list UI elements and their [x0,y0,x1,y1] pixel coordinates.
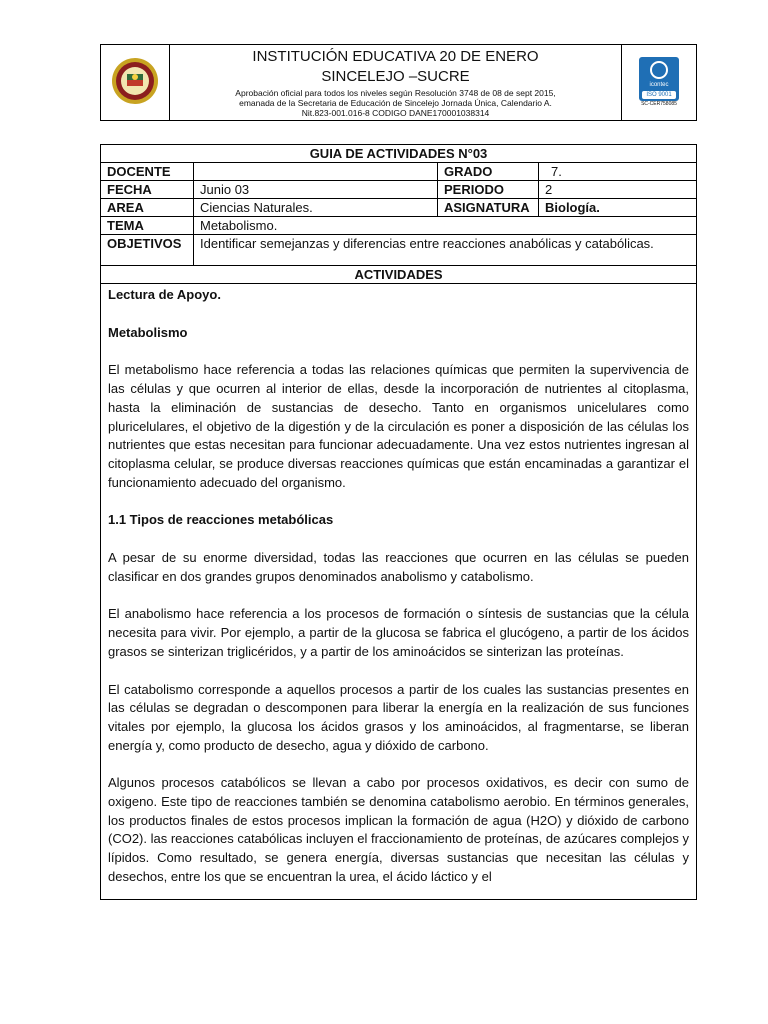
area-value: Ciencias Naturales. [194,199,438,217]
approval-line-2: emanada de la Secretaria de Educación de Sincelejo Jornada Única, Calendario A. [239,98,552,108]
reading-title: Lectura de Apoyo. [108,287,221,302]
fecha-value: Junio 03 [194,181,438,199]
approval-line-1: Aprobación oficial para todos los niveles según Resolución 3748 de 08 de sept 2015, [235,88,556,98]
cert-code: SC-CER758085 [641,101,677,107]
periodo-value: 2 [539,181,697,199]
tema-value: Metabolismo. [194,217,697,235]
grado-label: GRADO [438,163,539,181]
certification-cell [622,45,697,121]
activities-title: ACTIVIDADES [101,266,697,284]
paragraph-3: El anabolismo hace referencia a los procesos de formación o síntesis de sustancias que la célula necesita para vivir. Por ejemplo, a partir de la glucosa se fabrica el glucógeno, a partir de los ácidos grasos se sinterizan triglicéridos, y a partir de los aminoácidos se sinterizan las proteínas. [108,606,689,659]
fecha-label: FECHA [101,181,194,199]
objetivos-label: OBJETIVOS [101,235,194,266]
header-title-cell [170,45,622,121]
asignatura-value: Biología. [539,199,697,217]
topic-title: Metabolismo [108,324,188,340]
city-name: SINCELEJO –SUCRE [321,68,470,85]
institution-name: INSTITUCIÓN EDUCATIVA 20 DE ENERO [252,48,539,65]
school-logo-cell [101,45,170,121]
institution-header [100,44,697,121]
area-label: AREA [101,199,194,217]
docente-value [194,163,438,181]
icontec-logo-icon: icontec ISO 9001 [639,57,679,101]
paragraph-4: El catabolismo corresponde a aquellos procesos a partir de los cuales las sustancias presentes en las células se degradan o descomponen para liberar la energía en la realización de sus funciones vitales por ejemplo, la glucosa los ácidos grasos y los aminoácidos, al fragmentarse, se liberan energía y, como producto de desecho, agua y dióxido de carbono. [108,681,689,753]
docente-label: DOCENTE [101,163,194,181]
section-title: 1.1 Tipos de reacciones metabólicas [108,512,334,528]
reading-content [101,284,697,900]
periodo-label: PERIODO [438,181,539,199]
document-page [100,44,697,900]
school-seal-icon [110,56,160,106]
approval-line-3: Nit.823-001.016-8 CODIGO DANE170001038314 [301,108,490,118]
activity-guide-table [100,144,697,900]
asignatura-label: ASIGNATURA [438,199,539,217]
guide-title: GUIA DE ACTIVIDADES N°03 [101,145,697,163]
paragraph-5: Algunos procesos catabólicos se llevan a cabo por procesos oxidativos, es decir con sumo de oxigeno. Este tipo de reacciones también se denomina catabolismo aerobio. En términos generales, los productos finales de estos procesos implican la formación de agua (H2O) y dióxido de carbono (CO2). las reacciones catabólicas incluyen el fraccionamiento de proteínas, de azúcares complejos y lípidos. Como resultado, se genera energía, diversas sustancias que necesitan las células y desechos, entre los que se encuentran la urea, el ácido láctico y el [108,775,689,884]
paragraph-2: A pesar de su enorme diversidad, todas las reacciones que ocurren en las células se pueden clasificar en dos grandes grupos denominados anabolismo y catabolismo. [108,550,689,584]
objetivos-value: Identificar semejanzas y diferencias entre reacciones anabólicas y catabólicas. [194,235,697,266]
paragraph-1: El metabolismo hace referencia a todas las relaciones químicas que permiten la supervivencia de las células y que ocurren al interior de ellas, desde la incorporación de nutrientes al citoplasma, hasta la eliminación de sustancias de desecho. Tanto en organismos unicelulares como pluricelulares, el objetivo de la digestión y de la circulación es poner a disposición de las células los nutrientes que estas necesitan para funcionar adecuadamente. Una vez estos nutrientes ingresan al citoplasma celular, se produce diversas reacciones químicas que están encaminadas a garantizar el funcionamiento adecuado del organismo. [108,362,689,490]
grado-value: 7. [539,163,697,181]
tema-label: TEMA [101,217,194,235]
